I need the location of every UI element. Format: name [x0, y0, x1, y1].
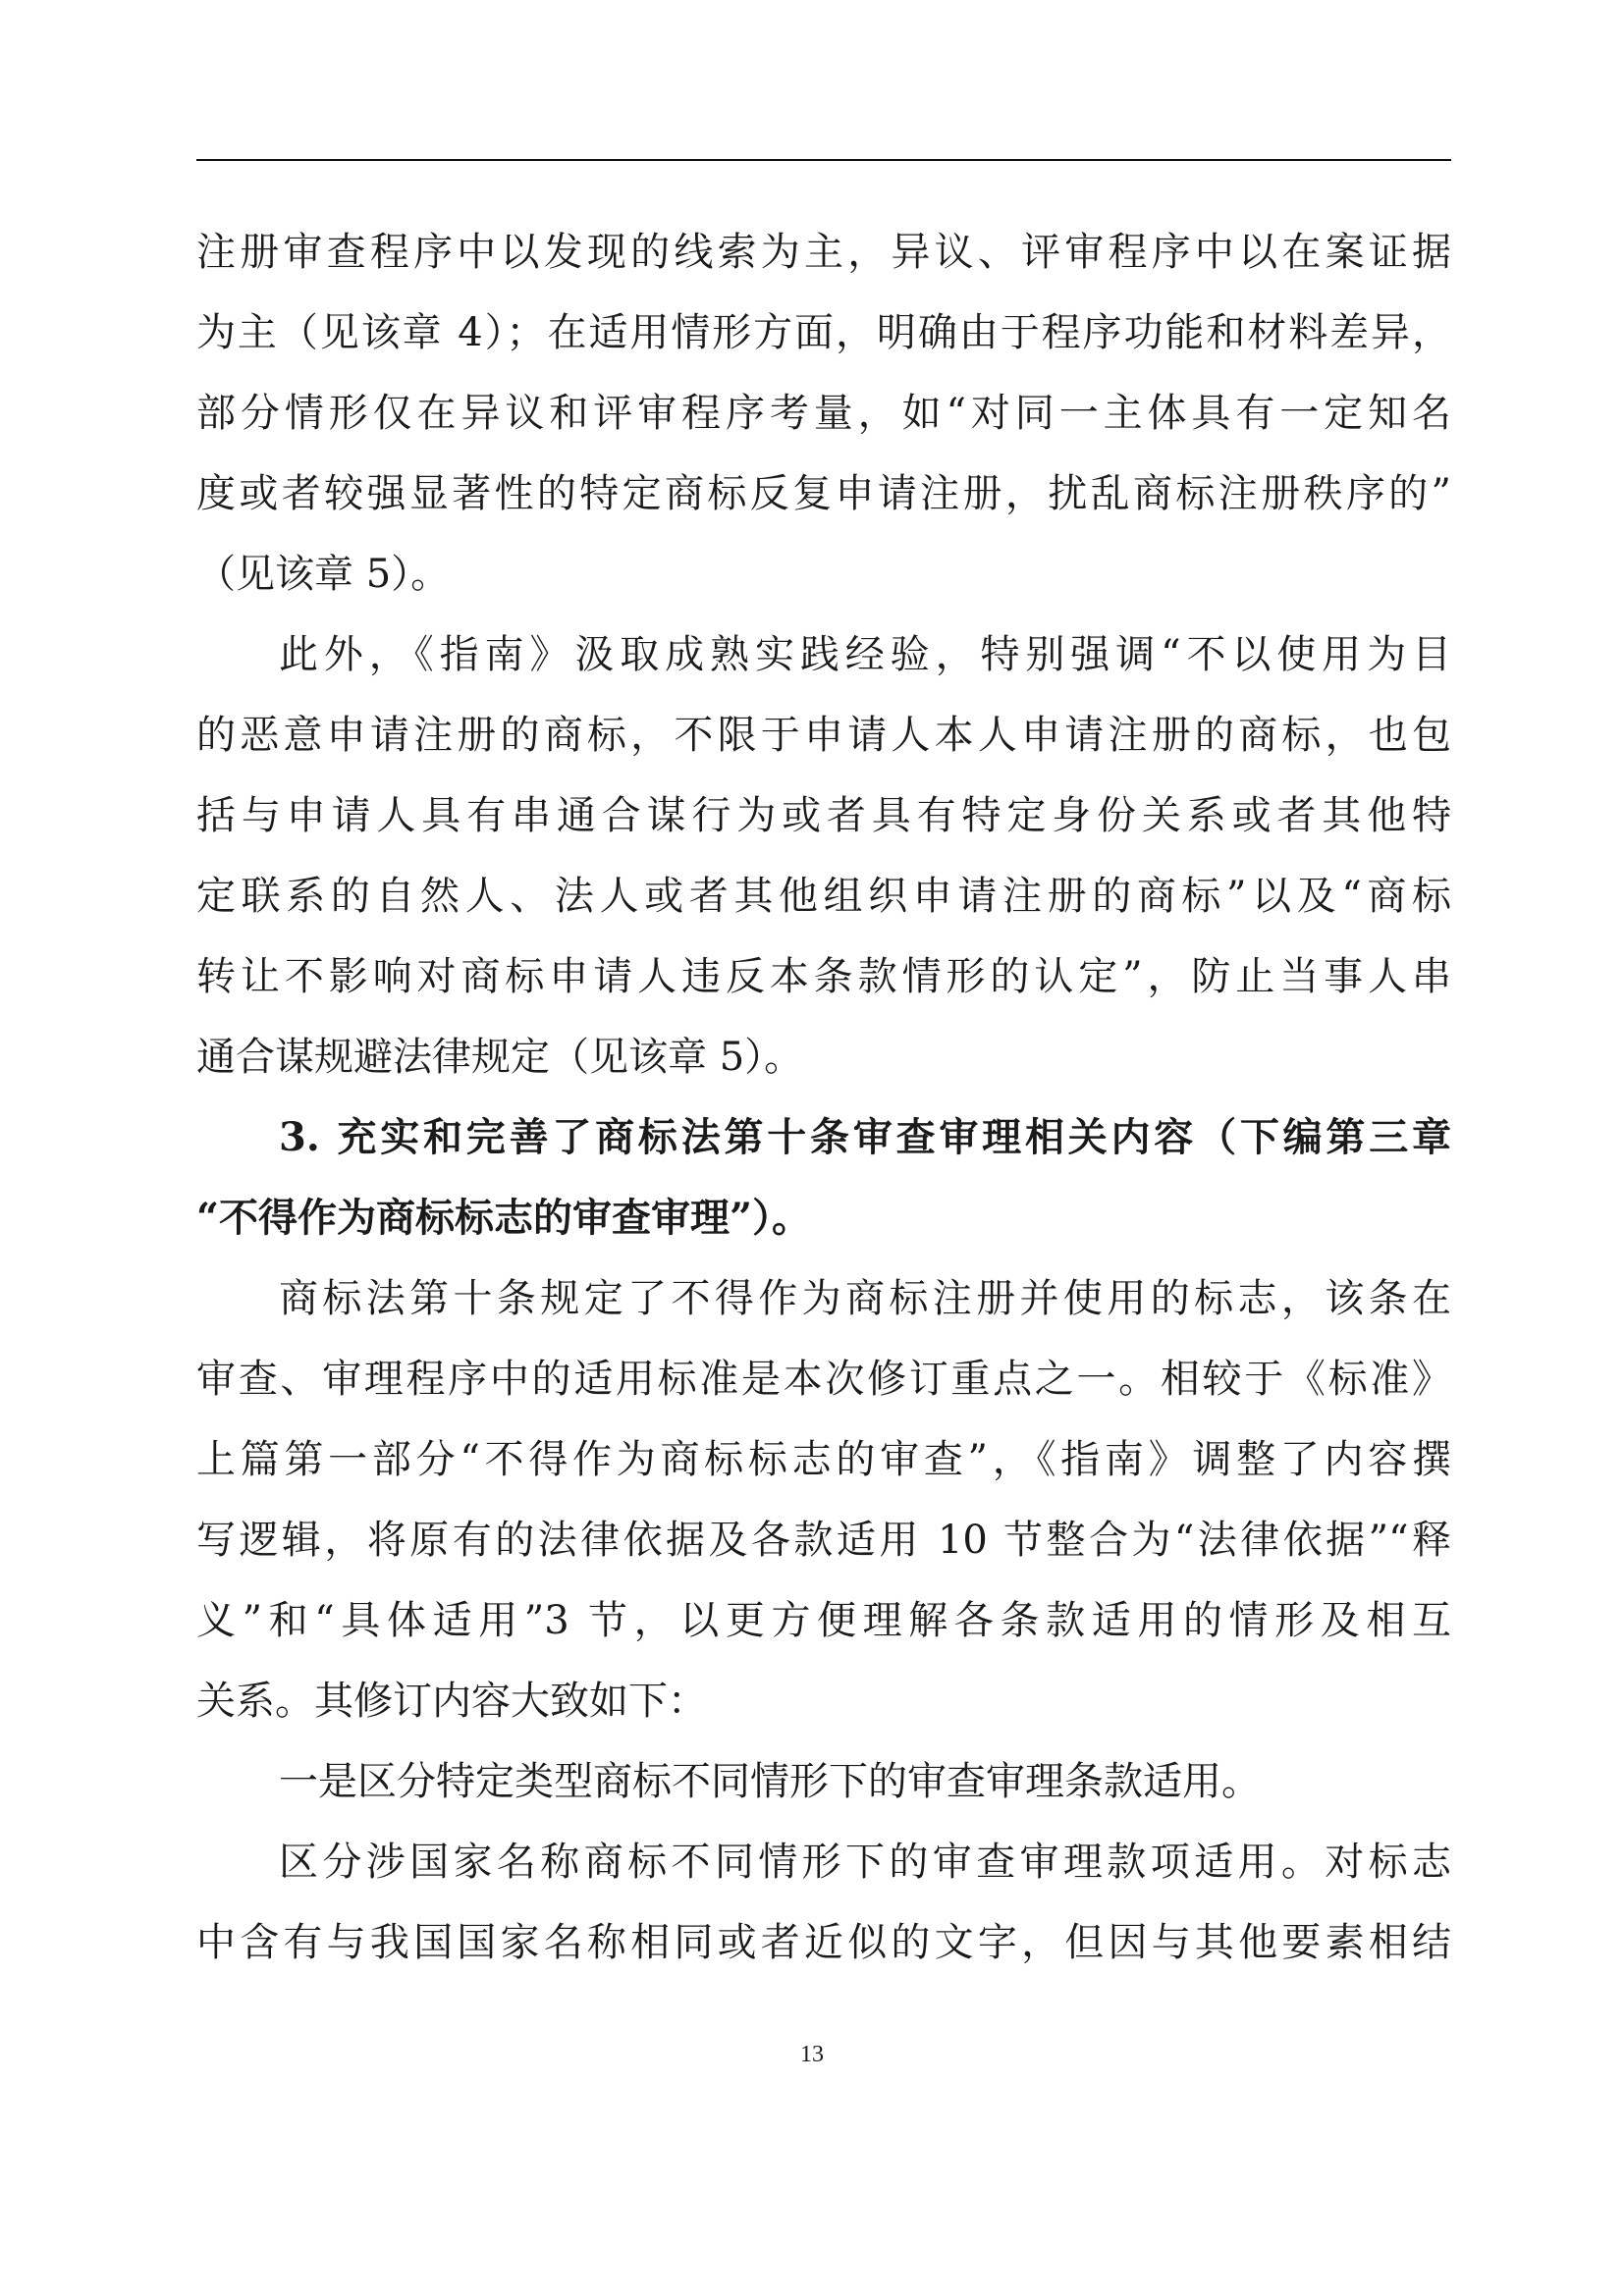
section-heading: “不得作为商标标志的审查审理”）。: [196, 1195, 812, 1241]
body-line: 审查、审理程序中的适用标准是本次修订重点之一。相较于《标准》: [196, 1357, 1451, 1402]
body-line: 通合谋规避法律规定（见该章 5）。: [196, 1035, 804, 1080]
body-line: 为主（见该章 4）；在适用情形方面，明确由于程序功能和材料差异，: [196, 310, 1451, 355]
paragraph-start: 一是区分特定类型商标不同情形下的审查审理条款适用。: [279, 1759, 1261, 1804]
body-line: 的恶意申请注册的商标，不限于申请人本人申请注册的商标，也包: [196, 713, 1451, 758]
body-line: 中含有与我国国家名称相同或者近似的文字，但因与其他要素相结: [196, 1920, 1451, 1965]
paragraph-start: 此外，《指南》汲取成熟实践经验，特别强调“不以使用为目: [279, 632, 1451, 677]
body-line: 上篇第一部分“不得作为商标标志的审查”，《指南》调整了内容撰: [196, 1437, 1451, 1482]
body-line: 关系。其修订内容大致如下：: [196, 1679, 707, 1724]
body-line: 注册审查程序中以发现的线索为主，异议、评审程序中以在案证据: [196, 230, 1451, 275]
paragraph-start: 区分涉国家名称商标不同情形下的审查审理款项适用。对标志: [279, 1840, 1451, 1885]
paragraph-start: 商标法第十条规定了不得作为商标注册并使用的标志，该条在: [279, 1276, 1451, 1321]
section-heading: 3. 充实和完善了商标法第十条审查审理相关内容（下编第三章: [279, 1114, 1451, 1160]
document-body: [196, 212, 1451, 1983]
body-line: 度或者较强显著性的特定商标反复申请注册，扰乱商标注册秩序的”: [196, 471, 1451, 516]
header-rule: [196, 159, 1451, 161]
body-line: 义”和“具体适用”3 节，以更方便理解各条款适用的情形及相互: [196, 1598, 1451, 1643]
body-line: 写逻辑，将原有的法律依据及各款适用 10 节整合为“法律依据”“释: [196, 1518, 1451, 1563]
page-number: 13: [800, 2042, 824, 2067]
body-line: 定联系的自然人、法人或者其他组织申请注册的商标”以及“商标: [196, 874, 1451, 919]
body-line: （见该章 5）。: [196, 552, 451, 597]
body-line: 转让不影响对商标申请人违反本条款情形的认定”，防止当事人串: [196, 954, 1451, 999]
body-line: 部分情形仅在异议和评审程序考量，如“对同一主体具有一定知名: [196, 391, 1451, 436]
body-line: 括与申请人具有串通合谋行为或者具有特定身份关系或者其他特: [196, 793, 1451, 838]
